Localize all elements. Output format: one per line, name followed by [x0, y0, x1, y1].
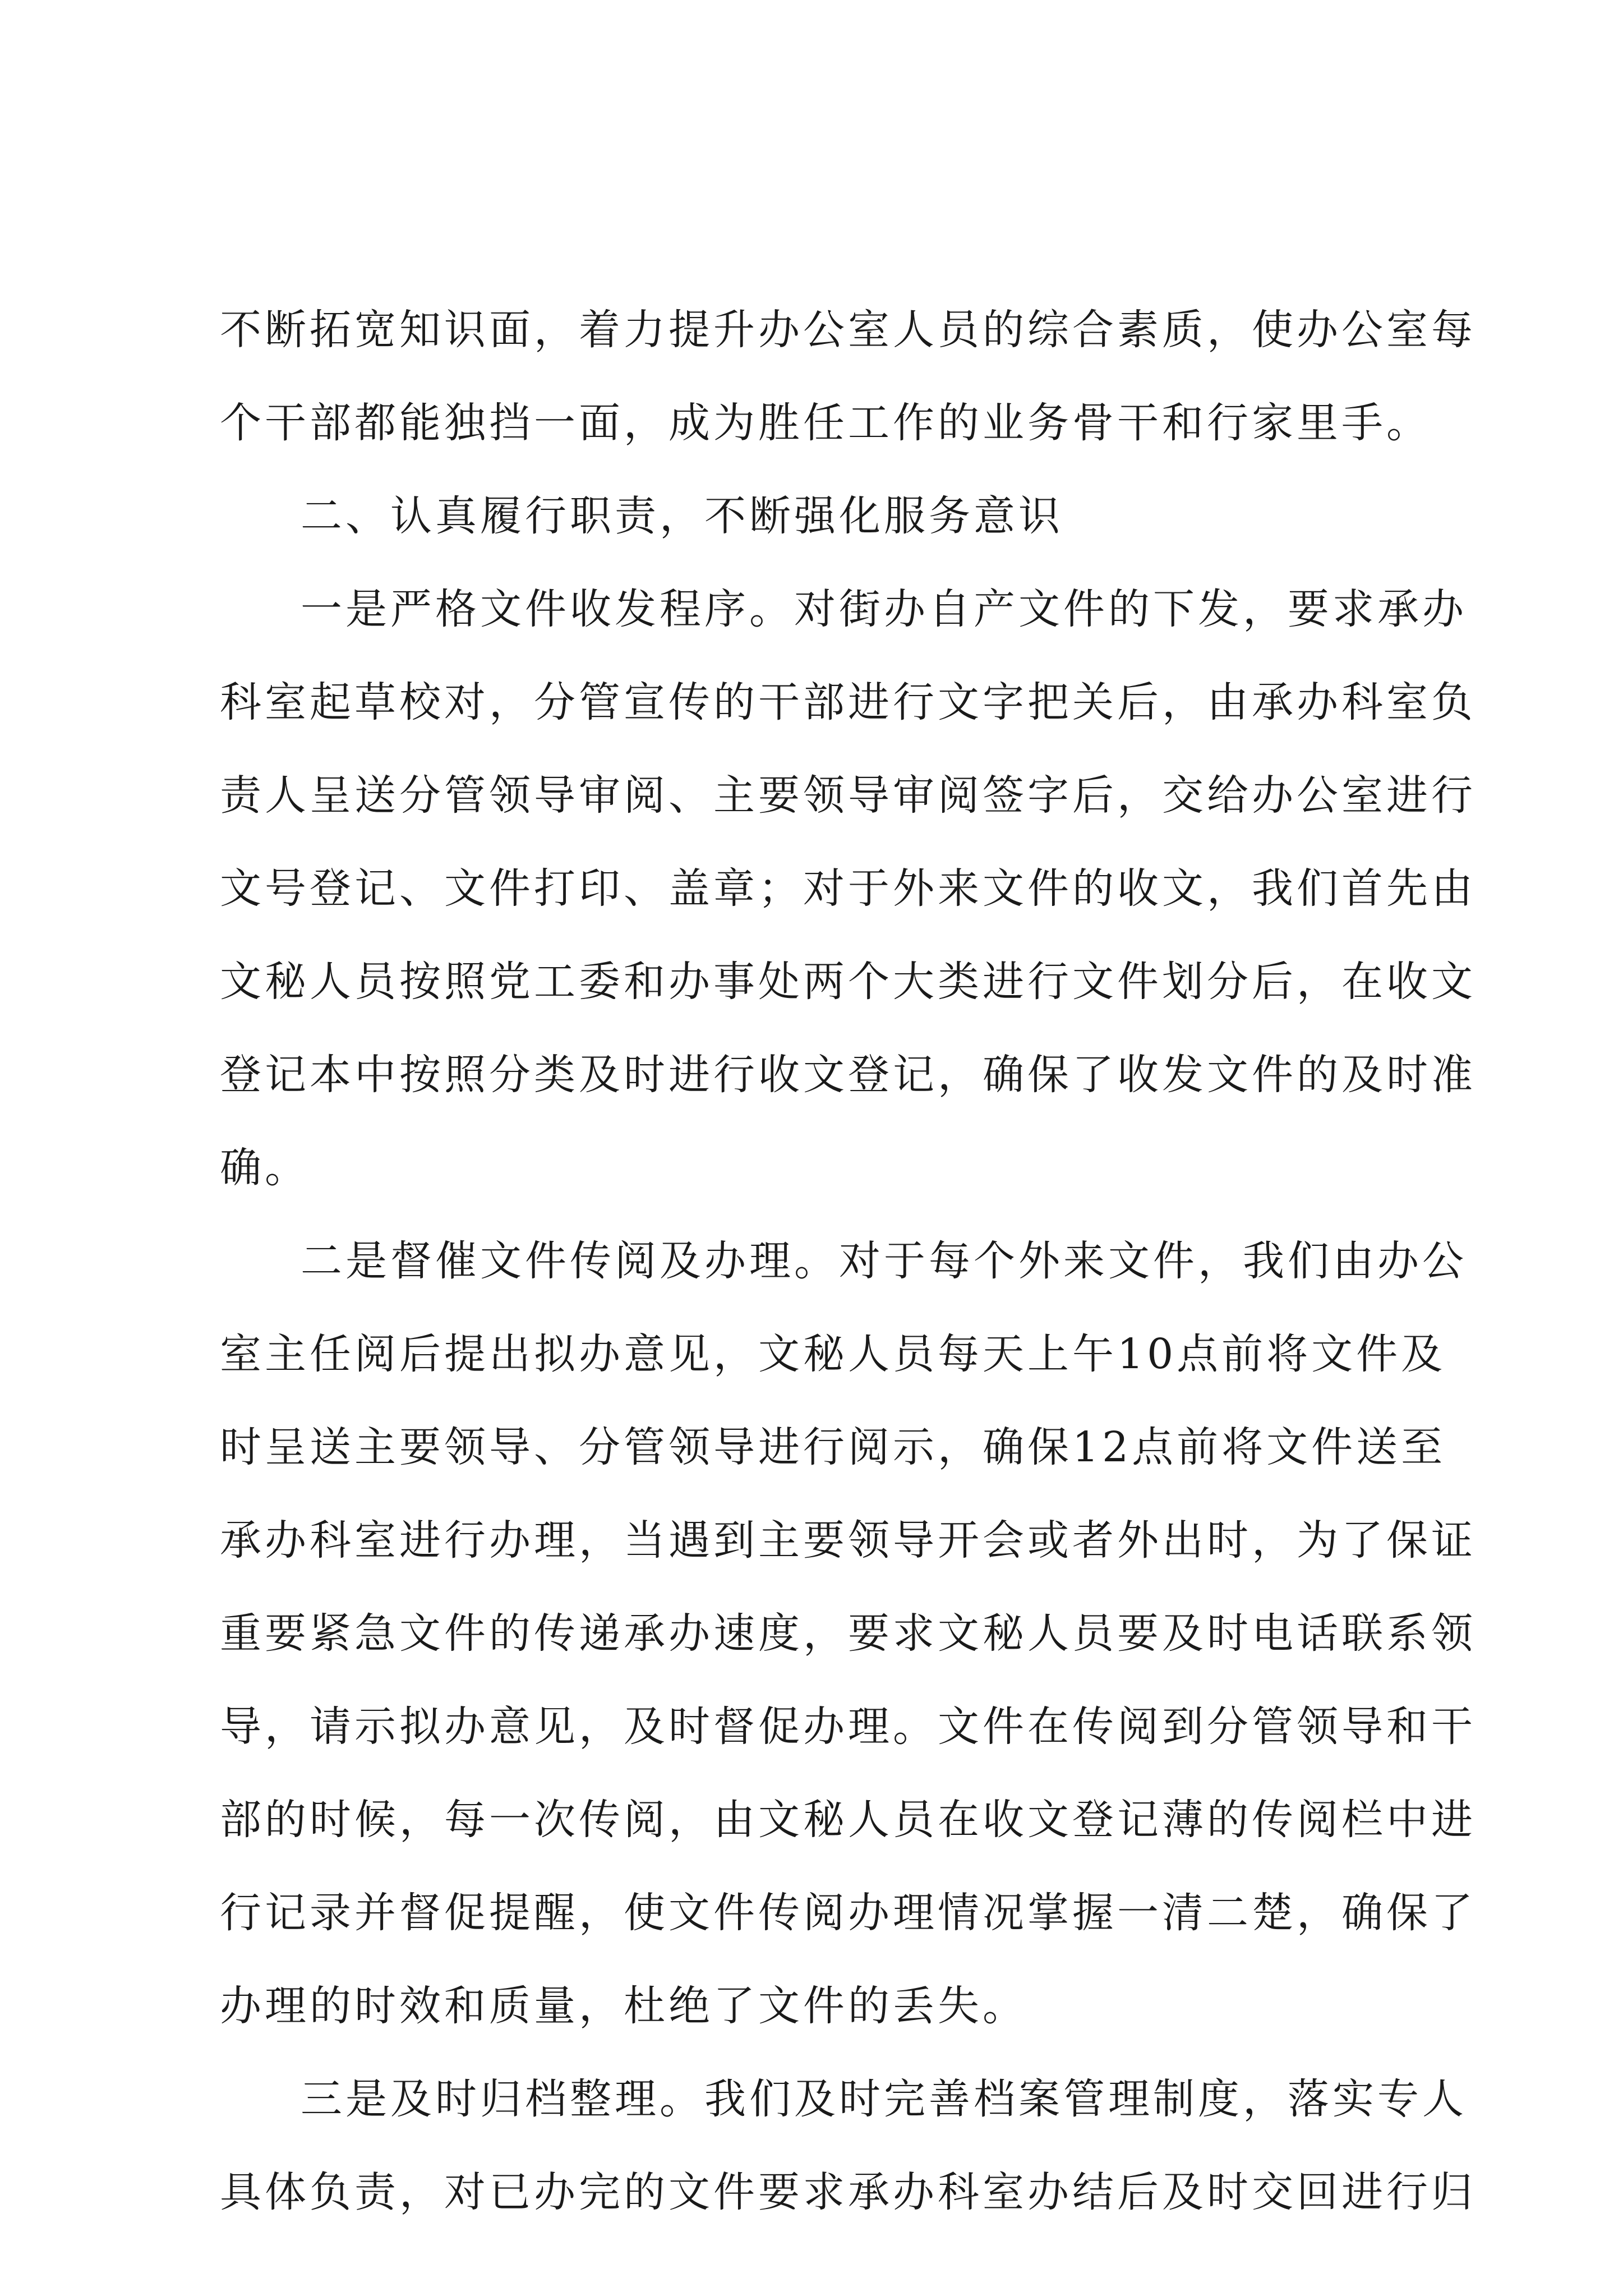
- text-line: 室主任阅后提出拟办意见，文秘人员每天上午10点前将文件及: [220, 1330, 1446, 1378]
- text-line: 个干部都能独挡一面，成为胜任工作的业务骨干和行家里手。: [220, 399, 1431, 447]
- paragraph-first-line: 一是严格文件收发程序。对街办自产文件的下发，要求承办: [301, 585, 1467, 633]
- text-line: 承办科室进行办理，当遇到主要领导开会或者外出时，为了保证: [220, 1516, 1476, 1565]
- text-line: 办理的时效和质量，杜绝了文件的丢失。: [220, 1982, 1027, 2030]
- text-line: 责人呈送分管领导审阅、主要领导审阅签字后，交给办公室进行: [220, 771, 1476, 820]
- text-line: 导，请示拟办意见，及时督促办理。文件在传阅到分管领导和干: [220, 1703, 1476, 1751]
- text-line: 具体负责，对已办完的文件要求承办科室办结后及时交回进行归: [220, 2168, 1476, 2216]
- text-line: 文秘人员按照党工委和办事处两个大类进行文件划分后，在收文: [220, 958, 1476, 1006]
- section-heading: 二、认真履行职责，不断强化服务意识: [301, 492, 1063, 540]
- text-line: 时呈送主要领导、分管领导进行阅示，确保12点前将文件送至: [220, 1423, 1446, 1471]
- paragraph-first-line: 三是及时归档整理。我们及时完善档案管理制度，落实专人: [301, 2075, 1467, 2123]
- text-line: 文号登记、文件打印、盖章；对于外来文件的收文，我们首先由: [220, 864, 1476, 913]
- text-line: 确。: [220, 1144, 310, 1192]
- text-line: 行记录并督促提醒，使文件传阅办理情况掌握一清二楚，确保了: [220, 1889, 1476, 1937]
- text-line: 登记本中按照分类及时进行收文登记，确保了收发文件的及时准: [220, 1051, 1476, 1099]
- paragraph-first-line: 二是督催文件传阅及办理。对于每个外来文件，我们由办公: [301, 1237, 1467, 1285]
- text-line: 重要紧急文件的传递承办速度，要求文秘人员要及时电话联系领: [220, 1609, 1476, 1658]
- text-line: 部的时候，每一次传阅，由文秘人员在收文登记薄的传阅栏中进: [220, 1796, 1476, 1844]
- text-line: 不断拓宽知识面，着力提升办公室人员的综合素质，使办公室每: [220, 306, 1476, 354]
- text-line: 科室起草校对，分管宣传的干部进行文字把关后，由承办科室负: [220, 678, 1476, 726]
